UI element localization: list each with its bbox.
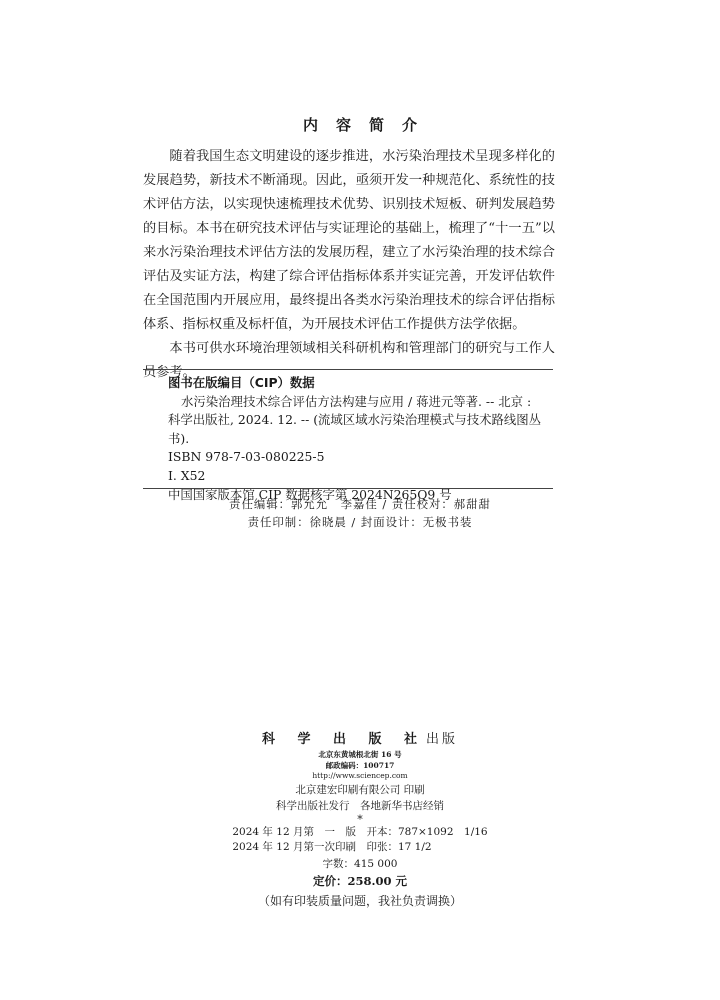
title-char: 简 <box>369 116 385 134</box>
word-count: 字数：415 000 <box>322 857 398 870</box>
cip-record-number: 中国国家版本馆 CIP 数据核字第 2024N265Q9 号 <box>168 486 452 502</box>
book-summary <box>143 145 555 385</box>
publisher-postcode: 邮政编码：100717 <box>325 760 395 770</box>
cip-line: 水污染治理技术综合评估方法构建与应用 / 蒋进元等著. -- 北京 : <box>181 393 532 409</box>
distribution-line: 科学出版社发行 各地新华书店经销 <box>276 800 444 813</box>
title-char: 容 <box>335 116 351 134</box>
summary-paragraph: 随着我国生态文明建设的逐步推进，水污染治理技术呈现多样化的发展趋势，新技术不断涌现。因此，亟须开发一种规范化、系统性的技术评估方法，以实现快速梳理技术优势、识别技术短板、研判发展趋势的目标。本书在研究技术评估与实证理论的基础上，梳理了“十一五”以来水污染治理技术评估方法的发展历程，建立了水污染治理的技术综合评估及实证方法，构建了综合评估指标体系并实证完善，开发评估软件在全国范围内开展应用，最终提出各类水污染治理技术的综合评估指标体系、指标权重及标杆值，为开展技术评估工作提供方法学依据。 <box>143 149 555 332</box>
editor-line: 责任编辑：郭允允 李嘉佳 / 责任校对：郝甜甜 <box>229 497 491 511</box>
quality-notice: （如有印装质量问题，我社负责调换） <box>257 894 462 909</box>
publisher-name <box>0 730 720 750</box>
publisher-logo-text: 科 学 出 版 社 <box>261 732 427 747</box>
price: 定价：258.00 元 <box>312 874 407 889</box>
publisher-suffix: 出版 <box>426 732 459 747</box>
editor-line: 责任印制：徐晓晨 / 封面设计：无极书装 <box>247 515 473 529</box>
section-title <box>0 114 720 135</box>
editor-credits <box>0 495 720 531</box>
print-specs <box>232 825 487 856</box>
cip-line: 科学出版社, 2024. 12. -- (流域区域水污染治理模式与技术路线图丛书). <box>168 412 542 446</box>
title-char: 内 <box>302 116 318 134</box>
title-char: 介 <box>402 116 418 134</box>
printer-line: 北京建宏印刷有限公司 印刷 <box>295 783 425 796</box>
cip-top-rule <box>143 369 553 370</box>
separator-star: * <box>357 812 363 826</box>
cip-heading: 图书在版编目（CIP）数据 <box>168 375 315 390</box>
cip-bottom-rule <box>143 488 553 489</box>
publisher-block <box>0 730 720 911</box>
cip-isbn: ISBN 978-7-03-080225-5 <box>168 449 325 465</box>
publisher-url: http://www.sciencep.com <box>312 771 408 781</box>
publisher-address: 北京东黄城根北街 16 号 <box>318 750 402 759</box>
printing-line: 2024 年 12 月第一次印刷 印张：17 1/2 <box>232 841 432 854</box>
summary-paragraph: 本书可供水环境治理领域相关科研机构和管理部门的研究与工作人员参考。 <box>143 341 555 380</box>
cip-classification: Ⅰ. X52 <box>168 467 206 483</box>
cip-block <box>168 374 558 504</box>
edition-line: 2024 年 12 月第 一 版 开本：787×1092 1/16 <box>232 825 488 838</box>
